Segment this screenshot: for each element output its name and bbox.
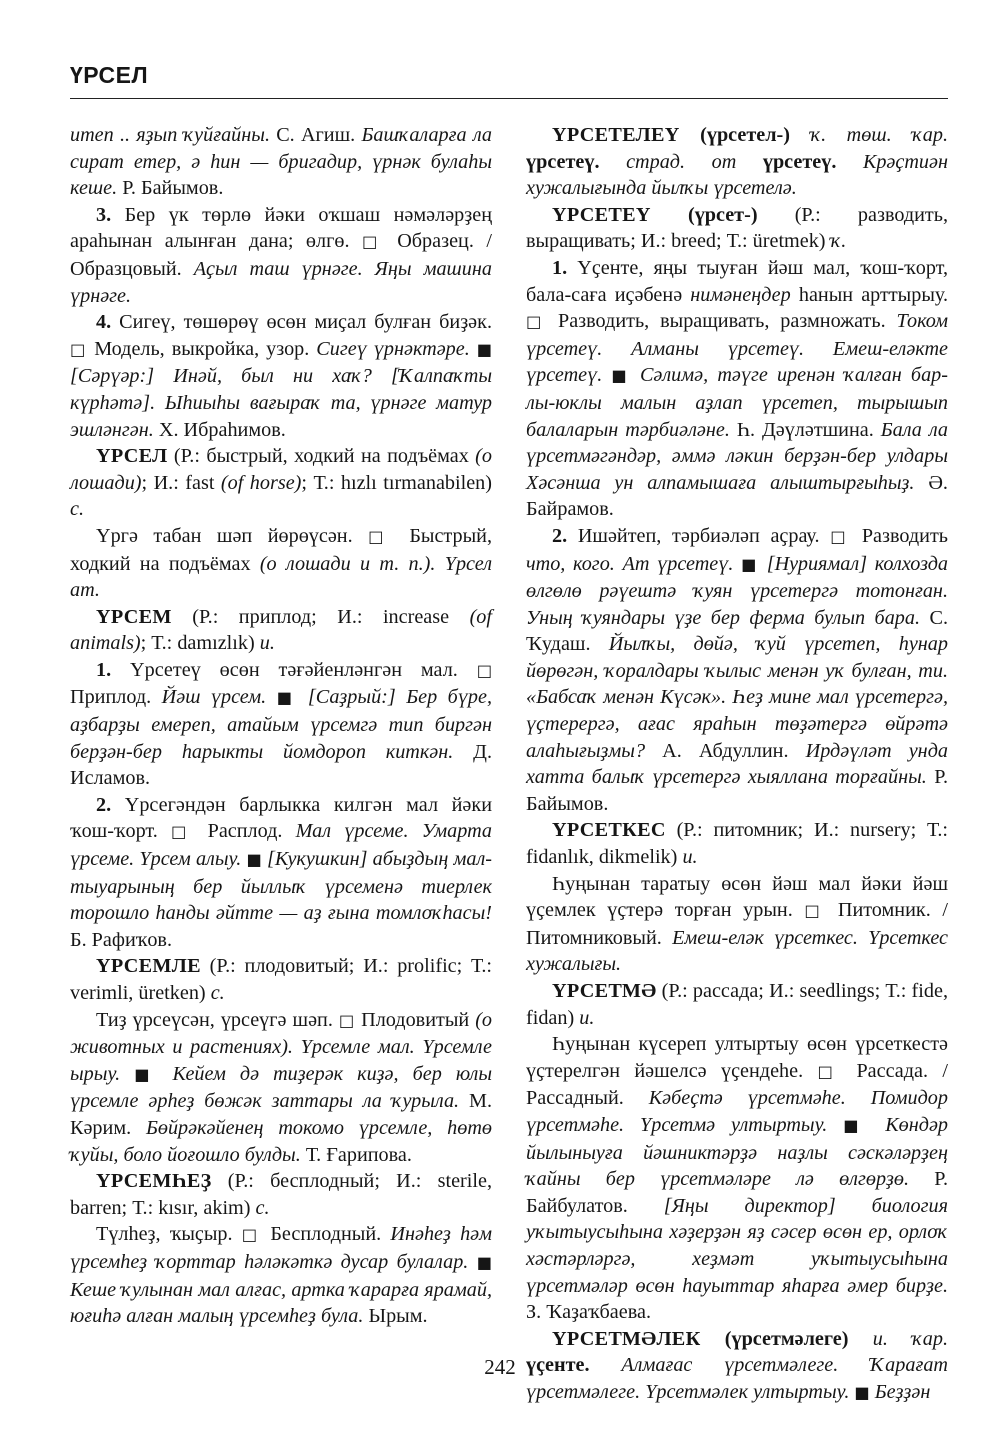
dictionary-paragraph: 2. Ишәйтеп, тәрбиәләп аҫрау. □ Разводить что, кого. Ат үрсетеү. ■ [Нуриямал] колхозда өлгөлө рәүештә ҡуян үрсетергә тотонған. Уның ҡуяндары үҙе бер ферма булып бара. С. Ҡудаш. Йылҡы, дөйә, ҡуй үрсетеп, һунар йөрөгән, ҡоралдары ҡылыс менән уҡ булған, ти. «Бабсаҡ менән Күсәк». Һеҙ мине мал үрсетергә, үҫтерергә, ағас яраһын төҙәтергә өйрәтә алаһығыҙмы? А. Абдуллин. Ирдәүләт унда хатта балыҡ үрсетергә хыяллана торғайны. Р. Байымов. — [526, 524, 949, 815]
dictionary-paragraph: ҮРСЕМЛЕ (Р.: плодовитый; И.: prolific; Т.: verimli, üretken) с. — [70, 955, 492, 1004]
dictionary-paragraph: Һуңынан таратыу өсөн йәш мал йәки йәш үҫемлек үҫтерә торған урын. □ Питомник. / Питомниковый. Емеш-еләк үрсеткес. Үрсеткес хужалығы. — [526, 872, 948, 976]
dictionary-paragraph: ҮРСЕТКЕС (Р.: питомник; И.: nursery; Т.: fidanlık, dikmelik) и. — [526, 819, 948, 869]
dictionary-paragraph: ҮРСЕЛ (Р.: быстрый, ходкий на подъёмах (о лошади); И.: fast (of horse); Т.: hızlı tırmanabilen) с. — [70, 445, 492, 521]
header-rule — [70, 98, 948, 99]
dictionary-paragraph: ҮРСЕТМӘ (Р.: рассада; И.: seedlings; Т.: fide, fidan) и. — [526, 980, 948, 1029]
running-head: ҮРСЕЛ — [70, 62, 149, 88]
dictionary-paragraph: Һуңынан күсереп ултыртыу өсөн үрсеткестә үҫтерелгән йәшелсә үҫендеһе. □ Рассада. / Рассадный. Кәбеҫтә үрсетмәһе. Помидор үрсетмәһе. Үрсетмә ултыртыу. ■ Көндәр йылыныуға йәшниктәрҙә наҙлы сәскәләрҙең ҡайны бер үрсетмәләре лә өлгөрҙө. Р. Байбулатов. [Яңы директор] биология уҡытыусыһына хәҙерҙән яҙ сәсер өсөн ер, орлоҡ хәстәрләргә, хеҙмәт уҡытыусыһына үрсетмәләр өсөн һауыттар яһарға әмер бирҙе. З. Ҡаҙаҡбаева. — [526, 1033, 949, 1324]
dictionary-paragraph: ҮРСЕТМӘЛЕК (үрсетмәлеге) и. ҡар. үҫенте. Алмағас үрсетмәлеге. Ҡарағат үрсетмәлеге. Үрсетмәлек ултыртыу. ■ Беҙҙән — [526, 1327, 949, 1403]
dictionary-paragraph: 3. Бер үк төрлө йәки оҡшаш нәмәләрҙең араһынан алынған дана; өлгө. □ Образец. / Образцовый. Аҫыл таш үрнәге. Яңы машина үрнәге. — [70, 203, 492, 307]
page-number: 242 — [484, 1355, 516, 1379]
dictionary-paragraph: Тиҙ үрсеүсән, үрсеүгә шәп. □ Плодовитый (о животных и растениях). Үрсемле мал. Үрсемле ырыу. ■ Кейем дә тиҙерәк киҙә, бер юлы үрсемле әрһеҙ бөжәк заттары ла ҡурыла. М. Кәрим. Бөйрәкәйенең токомо үрсемле, һөтө ҡуйы, боло йоғошло булды. Т. Ғарипова. — [70, 1008, 493, 1166]
dictionary-paragraph: ҮРСЕМ (Р.: приплод; И.: increase (of animals); Т.: damızlık) и. — [70, 605, 492, 655]
dictionary-paragraph: ҮРСЕМҺЕҘ (Р.: бесплодный; И.: sterile, barren; Т.: kısır, akim) с. — [70, 1170, 492, 1219]
dictionary-paragraph: Түлһеҙ, ҡыҫыр. □ Бесплодный. Инәһеҙ һәм үрсемһеҙ ҡорттар һәләкәткә дусар булалар. ■ Кеше ҡулынан мал алғас, артка ҡарарға ярамай, юғиһә алған малың үрсемһеҙ була. Ырым. — [70, 1223, 493, 1328]
left-column — [70, 122, 492, 1330]
right-column — [526, 122, 948, 1407]
dictionary-paragraph: ҮРСЕТЕҮ (үрсет-) (Р.: разводить, выращивать; И.: breed; Т.: üretmek) ҡ. — [526, 203, 949, 253]
dictionary-paragraph: 4. Сигеү, төшөрөү өсөн миҫал булған биҙәк. □ Модель, выкройка, узор. Сигеү үрнәктәре. ■ [Сәрүәр:] Инәй, был ни хаҡ? [Ҡалпаҡты күрһәтә]. Ыһиыһы вағыраҡ та, үрнәге матур эшләнгән. Х. Ибраһимов. — [70, 311, 493, 441]
dictionary-paragraph: ҮРСЕТЕЛЕҮ (үрсетел-) ҡ. төш. ҡар. үрсетеү. страд. от үрсетеү. Крәҫтиән хужалығында йылҡы үрсетелә. — [526, 124, 949, 200]
dictionary-paragraph: 1. Үҫенте, яңы тыуған йәш мал, ҡош-ҡорт, бала-саға иҫәбенә нимәнеңдер һанын арттырыу. □ Разводить, выращивать, размножать. Током үрсетеү. Алманы үрсетеү. Емеш-еләкте үрсетеү. ■ Сәлимә, тәүге иренән ҡалған бар-лы-юклы малын аҙлап үрсетеп, тырышып балаларын тәрбиәләне. Һ. Дәүләтшина. Бала ла үрсетмәгәндәр, әммә ләкин берҙән-бер улдары Хәсәнша ун алпамышаға алыштырғыһыҙ. Ә. Байрамов. — [526, 256, 948, 521]
dictionary-paragraph: Үргә табан шәп йөрөүсән. □ Быстрый, ходкий на подъёмах (о лошади и т. п.). Үрсел ат. — [70, 524, 493, 602]
dictionary-paragraph: 1. Үрсетеү өсөн тәғәйенләнгән мал. □ Приплод. Йәш үрсем. ■ [Саҙрый:] Бер бүре, аҙбарҙы емереп, атайым үрсемгә тип биргән берҙән-бер һарыкты йомдороп киткән. Д. Исламов. — [70, 658, 493, 790]
dictionary-paragraph: 2. Үрсегәндән барлыкка килгән мал йәки ҡош-ҡорт. □ Расплод. Мал үрсеме. Умарта үрсеме. Үрсем алыу. ■ [Кукушкин] абыҙдың мал-тыуарының бер йыллыҡ үрсеменә тиерлек торошло һанды әйтте — аҙ ғына томлоҡһасы! Б. Рафиҡов. — [70, 793, 493, 951]
dictionary-paragraph: итеп .. яҙып ҡуйғайны. С. Агиш. Башҡаларға ла сират етер, ә һин — бригадир, үрнәк булаһы кеше. Р. Байымов. — [70, 124, 492, 200]
